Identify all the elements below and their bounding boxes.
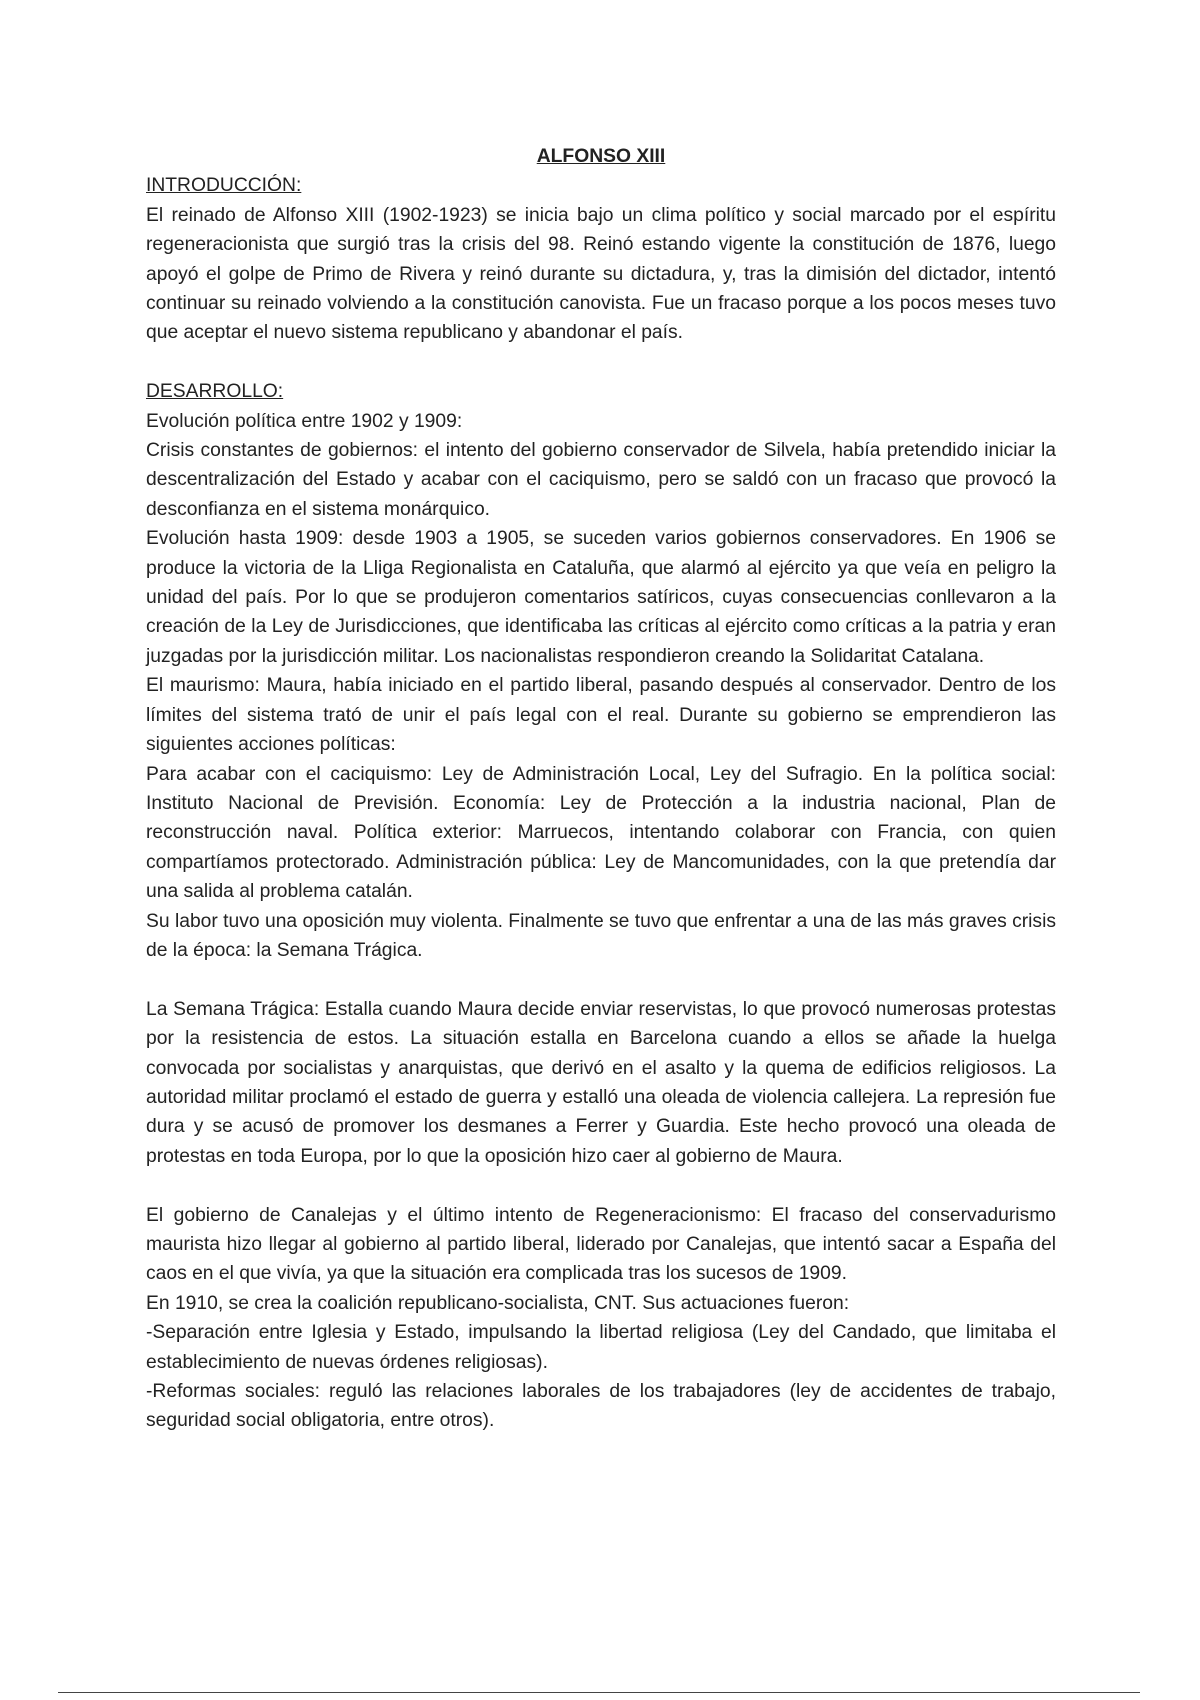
paragraph-evolucion: Evolución hasta 1909: desde 1903 a 1905, se suceden varios gobiernos conservadores. En 1906 se produce la victoria de la Lliga Regionalista en Cataluña, que alarmó al ejército ya que veía en peligro la unidad del país. Por lo que se produjeron comentarios satíricos, cuyas consecuencias conllevaron a la creación de la Ley de Jurisdicciones, que identificaba las críticas al ejército como críticas a la patria y eran juzgadas por la jurisdicción militar. Los nacionalistas respondieron creando la Solidaritat Catalana.	[146, 528, 1056, 667]
desarrollo-heading: DESARROLLO:	[146, 381, 284, 403]
spacer	[146, 965, 1056, 994]
paragraph-coalicion: En 1910, se crea la coalición republicano-socialista, CNT. Sus actuaciones fueron:	[146, 1292, 850, 1314]
paragraph-semana-tragica: La Semana Trágica: Estalla cuando Maura decide enviar reservistas, lo que provocó numerosas protestas por la resistencia de estos. La situación estalla en Barcelona cuando a ellos se añade la huelga convocada por socialistas y anarquistas, que derivó en el asalto y la quema de edificios religiosos. La autoridad militar proclamó el estado de guerra y estalló una oleada de violencia callejera. La represión fue dura y se acusó de promover los desmanes a Ferrer y Guardia. Este hecho provocó una oleada de protestas en toda Europa, por lo que la oposición hizo caer al gobierno de Maura.	[146, 998, 1056, 1167]
document-title: ALFONSO XIII	[536, 146, 666, 167]
spacer	[146, 1171, 1056, 1200]
intro-heading: INTRODUCCIÓN:	[146, 175, 302, 197]
paragraph-maurismo: El maurismo: Maura, había iniciado en el partido liberal, pasando después al conservador. Dentro de los límites del sistema trató de unir el país legal con el real. Durante su gobierno se emprendieron las siguientes acciones políticas:	[146, 675, 1056, 756]
intro-paragraph: El reinado de Alfonso XIII (1902-1923) se inicia bajo un clima político y social marcado por el espíritu regeneracionista que surgió tras la crisis del 98. Reinó estando vigente la constitución de 1876, luego apoyó el golpe de Primo de Rivera y reinó durante su dictadura, y, tras la dimisión del dictador, intentó continuar su reinado volviendo a la constitución canovista. Fue un fracaso porque a los pocos meses tuvo que aceptar el nuevo sistema republicano y abandonar el país.	[146, 204, 1056, 344]
list-item-separacion: -Separación entre Iglesia y Estado, impulsando la libertad religiosa (Ley del Candado, que limitaba el establecimiento de nuevas órdenes religiosas).	[146, 1322, 1056, 1373]
desarrollo-subtitle: Evolución política entre 1902 y 1909:	[146, 410, 463, 432]
document-page	[146, 142, 1056, 1436]
spacer	[146, 348, 1056, 377]
page-bottom-divider	[58, 1692, 1140, 1693]
paragraph-acciones: Para acabar con el caciquismo: Ley de Administración Local, Ley del Sufragio. En la política social: Instituto Nacional de Previsión. Economía: Ley de Protección a la industria nacional, Plan de reconstrucción naval. Política exterior: Marruecos, intentando colaborar con Francia, con quien compartíamos protectorado. Administración pública: Ley de Mancomunidades, con la que pretendía dar una salida al problema catalán.	[146, 763, 1056, 903]
list-item-reformas: -Reformas sociales: reguló las relaciones laborales de los trabajadores (ley de accidentes de trabajo, seguridad social obligatoria, entre otros).	[146, 1381, 1056, 1432]
paragraph-oposicion: Su labor tuvo una oposición muy violenta. Finalmente se tuvo que enfrentar a una de las más graves crisis de la época: la Semana Trágica.	[146, 910, 1056, 961]
paragraph-canalejas: El gobierno de Canalejas y el último intento de Regeneracionismo: El fracaso del conservadurismo maurista hizo llegar al gobierno al partido liberal, liderado por Canalejas, que intentó sacar a España del caos en el que vivía, ya que la situación era complicada tras los sucesos de 1909.	[146, 1204, 1056, 1285]
paragraph-crisis: Crisis constantes de gobiernos: el intento del gobierno conservador de Silvela, había pretendido iniciar la descentralización del Estado y acabar con el caciquismo, pero se saldó con un fracaso que provocó la desconfianza en el sistema monárquico.	[146, 440, 1056, 520]
